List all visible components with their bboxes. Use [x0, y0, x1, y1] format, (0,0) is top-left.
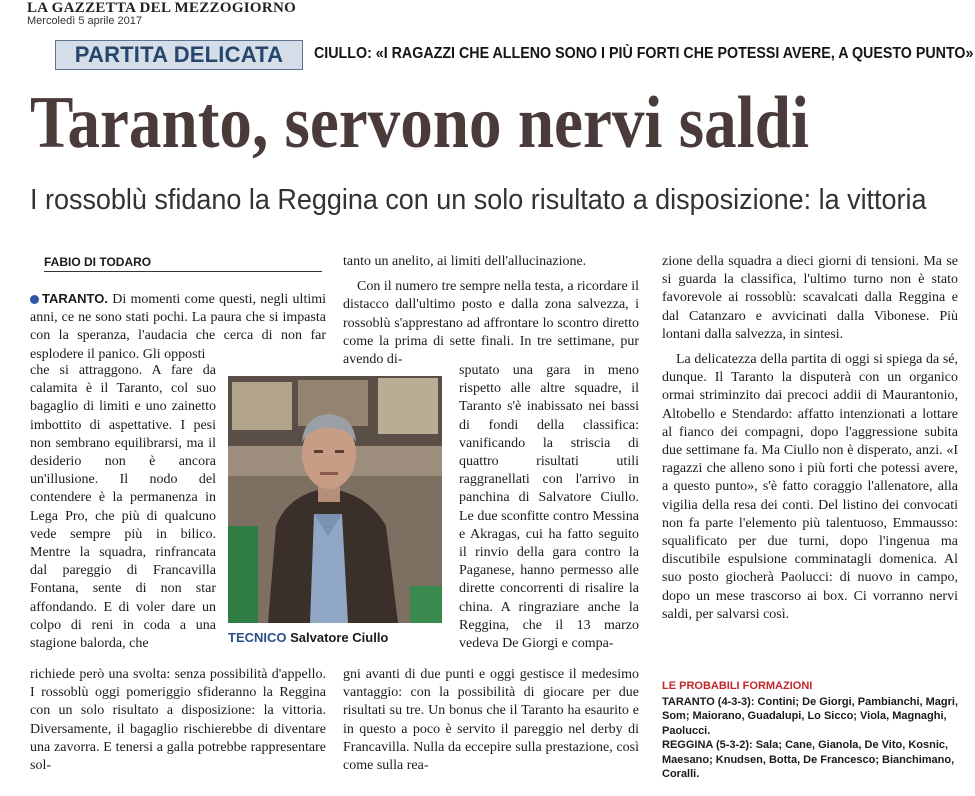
byline: FABIO DI TODARO [44, 255, 322, 272]
lineup-reggina-players: Sala; Cane, Gianola, De Vito, Kosnic, Maesano; Knudsen, Botta, De Francesco; Bianchimano, Coralli. [662, 739, 955, 780]
lineup-taranto [662, 695, 962, 739]
col2-top-p1: tanto un anelito, ai limiti dell'allucinazione. [343, 254, 587, 269]
headline: Taranto, servono nervi saldi [30, 82, 810, 164]
col2-narrow-text: sputato una gara in meno rispetto alle altre squadre, il Taranto s'è inabissato nei bassi di fondi della classifica: vanificando la striscia di quattro risultati utili raggranellati con l'arrivo in panchina di Salvatore Ciullo. Le due sconfitte contro Messina e Akragas, cui ha fatto seguito il rinvio della gara contro la Paganese, hanno permesso alle dirette concorrenti di risalire la china. A ringraziare anche la Reggina, che il 13 marzo vedeva De Giorgi e compa- [459, 363, 639, 652]
lineup-taranto-team: TARANTO (4-3-3): [662, 695, 755, 708]
bullet-icon [30, 295, 39, 304]
coach-photo [228, 376, 442, 623]
caption-tag: TECNICO [228, 630, 287, 645]
col1-top [30, 290, 326, 364]
col3-text [662, 253, 958, 624]
col3-p1: zione della squadra a dieci giorni di tensioni. Ma se si guarda la classifica, l'ultimo turno non è stato favorevole ai rossoblù: scavalcati dalla Reggina e dal Catanzaro e avvicinati dalla Vibonese. Più lontani dalla salvezza, in sintesi. [662, 254, 958, 342]
coach-portrait-image [228, 376, 442, 623]
publication-date: Mercoledì 5 aprile 2017 [27, 15, 142, 27]
lineup-reggina [662, 738, 962, 782]
lineup-reggina-team: REGGINA (5-3-2): [662, 739, 753, 751]
col2-top-p2: Con il numero tre sempre nella testa, a ricordare il distacco dall'ultimo posto e dalla zona salvezza, i rossoblù s'apprestano ad affrontare lo scontro diretto come la prima di sette finali. In tre settimane, pur avendo di- [343, 279, 639, 368]
caption-name: Salvatore Ciullo [290, 630, 389, 645]
col1-top-text: Di momenti come questi, negli ultimi anni, ce ne sono stati pochi. La paura che si impasta con la speranza, l'audacia che cerca di non far esplodere il panico. Gli opposti [30, 292, 326, 362]
dateline: TARANTO. [42, 291, 108, 306]
probable-lineups [662, 679, 962, 782]
lineups-heading: LE PROBABILI FORMAZIONI [662, 680, 813, 692]
kicker-quote: CIULLO: «I RAGAZZI CHE ALLENO SONO I PIÙ FORTI CHE POTESSI AVERE, A QUESTO PUNTO» [314, 45, 974, 62]
photo-caption [228, 630, 442, 645]
masthead: LA GAZZETTA DEL MEZZOGIORNO [27, 0, 297, 16]
subheadline: I rossoblù sfidano la Reggina con un solo risultato a disposizione: la vittoria [30, 184, 927, 216]
col1-bottom-text: richiede però una svolta: senza possibilità d'appello. I rossoblù oggi pomeriggio sfideranno la Reggina con un solo risultato a disposizione: la vittoria. Diversamente, il bagaglio rischierebbe di diventare una zavorra. E tenersi a galla potrebbe rappresentare sol- [30, 667, 326, 774]
lineup-taranto-players: Contini; De Giorgi, Pambianchi, Magri, Som; Maiorano, Guadalupi, Lo Sicco; Viola, Magnaghi, Paolucci. [662, 695, 959, 737]
col3-p2: La delicatezza della partita di oggi si spiega da sé, dunque. Il Taranto la disputerà con un organico ormai striminzito dai precoci addii di Maurantonio, Altobello e Stendardo: affatto intenzionati a lottare al fianco dei compagni, dopo l'aggressione subita due settimane fa. Ma Ciullo non è disperato, anzi. «I ragazzi che alleno sono i più forti che potessi avere, a questo punto», s'è fatto coraggio l'allenatore, alla vigilia della resa dei conti. Del listino dei convocati non fa parte l'elemento più talentuoso, Emmausso: squalificato per due turni, dopo l'ingenua ma discutibile espulsione comminatagli domenica. Al suo posto giocherà Paolucci: di nuovo in campo, dopo un mese trascorso ai box. Ci vorranno nervi saldi, per salvarsi così. [662, 352, 958, 622]
section-kicker: PARTITA DELICATA [55, 40, 303, 70]
col2-bottom-text: gni avanti di due punti e oggi gestisce il medesimo vantaggio: con la possibilità di giocare per due risultati su tre. Un bonus che il Taranto ha esaurito e in questo a poco è servito il pareggio nel derby di Francavilla. Nulla da eccepire sulla prestazione, così come sulla rea- [343, 667, 639, 774]
col2-top [343, 253, 639, 369]
col1-narrow-text: che si attraggono. A fare da calamita è il Taranto, col suo bagaglio di limiti e uno zainetto imbottito di aspettative. I pesi non sembrano equilibrarsi, ma il desiderio non è ancora un'illusione. Il nodo del contendere è la permanenza in Lega Pro, che più di qualcuno vede sempre più in bilico. Mentre la squadra, rinfrancata dal pareggio di Francavilla Fontana, sente di non star affondando. E di voler dare un colpo di reni in coda a una stagione balorda, che [30, 363, 216, 652]
